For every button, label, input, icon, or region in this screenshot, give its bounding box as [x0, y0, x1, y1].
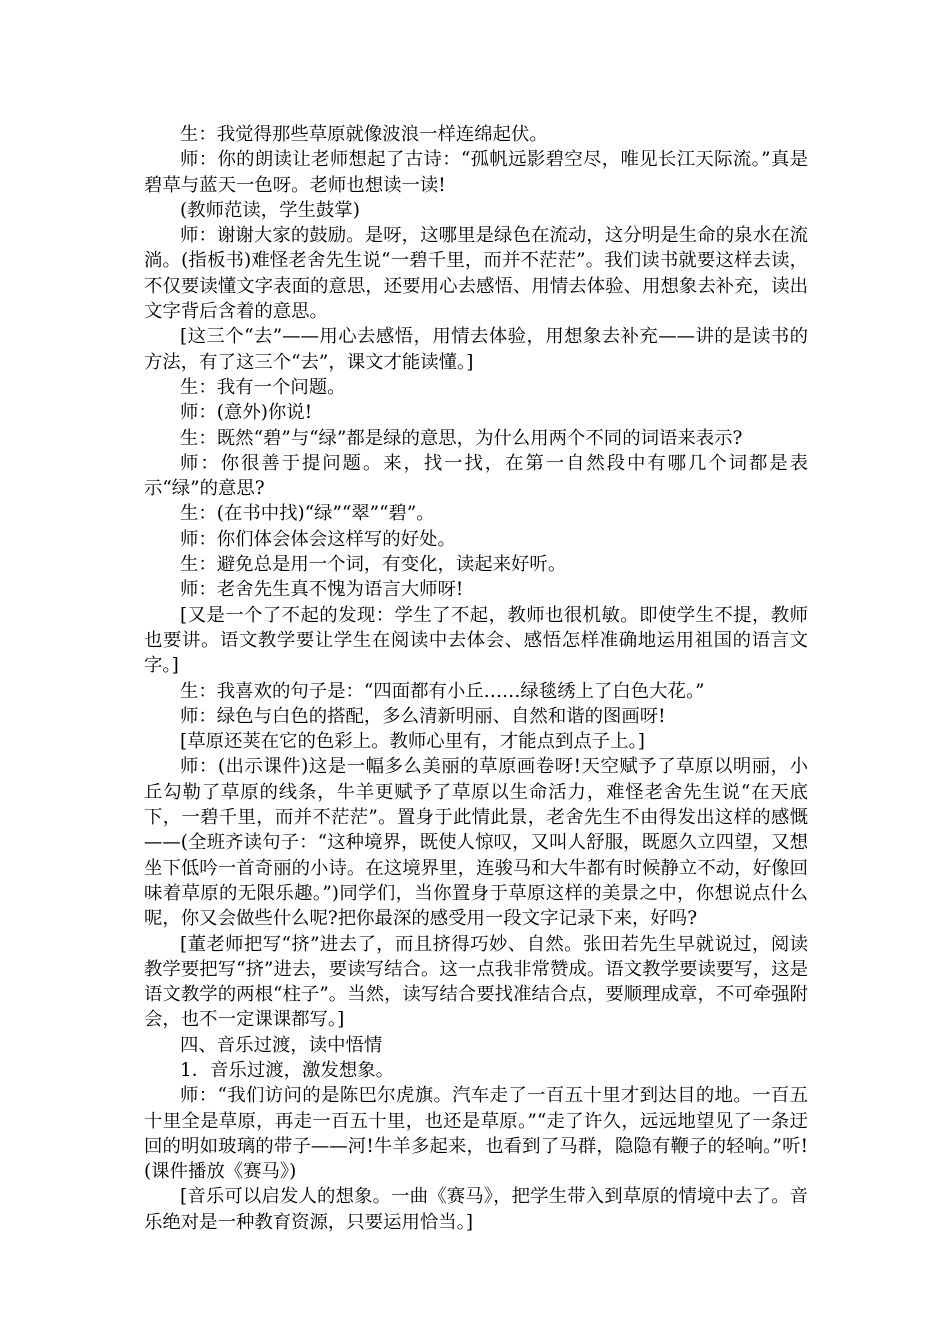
paragraph: 师：你的朗读让老师想起了古诗：“孤帆远影碧空尽，唯见长江天际流。”真是碧草与蓝天一色呀。老师也想读一读! — [144, 149, 808, 196]
paragraph: (教师范读，学生鼓掌) — [180, 199, 360, 221]
paragraph: 师：(意外)你说! — [180, 402, 313, 424]
paragraph: 师：老舍先生真不愧为语言大师呀! — [180, 579, 464, 601]
paragraph: 师：(出示课件)这是一幅多么美丽的草原画卷呀!天空赋予了草原以明丽，小丘勾勒了草原的线条，牛羊更赋予了草原以生命活力，难怪老舍先生说“在天底下，一碧千里，而并不茫茫”。置身于此情此景，老舍先生不由得发出这样的感慨——(全班齐读句子：“这种境界，既使人惊叹，又叫人舒服，既愿久立四望，又想坐下低吟一首奇丽的小诗。在这境界里，连骏马和大牛都有时候静立不动，好像回味着草原的无限乐趣。”)同学们，当你置身于草原这样的美景之中，你想说点什么呢，你又会做些什么呢?把你最深的感受用一段文字记录下来，好吗? — [144, 756, 808, 930]
paragraph: 生：避免总是用一个词，有变化，读起来好听。 — [180, 554, 567, 576]
paragraph: 师：绿色与白色的搭配，多么清新明丽、自然和谐的图画呀! — [180, 705, 666, 727]
paragraph: 师：你很善于提问题。来，找一找，在第一自然段中有哪几个词都是表示“绿”的意思? — [144, 452, 808, 500]
document-body — [144, 122, 808, 1235]
paragraph: 生：我觉得那些草原就像波浪一样连绵起伏。 — [180, 124, 548, 145]
commentary-paragraph: [又是一个了不起的发现：学生了不起，教师也很机敏。即使学生不提，教师也要讲。语文教学要让学生在阅读中去体会、感悟怎样准确地运用祖国的语言文字。] — [144, 604, 808, 677]
paragraph: 师：谢谢大家的鼓励。是呀，这哪里是绿色在流动，这分明是生命的泉水在流淌。(指板书)难怪老舍先生说“一碧千里，而并不茫茫”。我们读书就要这样去读，不仅要读懂文字表面的意思，还要用心去感悟、用情去体验、用想象去补充，读出文字背后含着的意思。 — [144, 225, 808, 323]
subsection-heading: 1．音乐过渡，激发想象。 — [180, 1059, 394, 1081]
paragraph: 师：你们体会体会这样写的好处。 — [180, 528, 456, 550]
commentary-paragraph: [草原还荚在它的色彩上。教师心里有，才能点到点子上。] — [180, 731, 645, 753]
paragraph: 生：我喜欢的句子是：“四面都有小丘……绿毯绣上了白色大花。” — [180, 680, 705, 702]
paragraph: 生：我有一个问题。 — [180, 376, 346, 398]
paragraph: 师：“我们访问的是陈巴尔虎旗。汽车走了一百五十里才到达目的地。一百五十里全是草原，再走一百五十里，也还是草原。”“走了许久，远远地望见了一条迂回的明如玻璃的带子——河!牛羊多起来，也看到了马群，隐隐有鞭子的轻响。”听!(课件播放《赛马》) — [144, 1085, 808, 1183]
commentary-paragraph: [这三个“去”——用心去感悟，用情去体验，用想象去补充——讲的是读书的方法，有了这三个“去”，课文才能读懂。] — [144, 326, 808, 373]
paragraph: 生：既然“碧”与“绿”都是绿的意思，为什么用两个不同的词语来表示? — [180, 427, 743, 449]
paragraph: 生：(在书中找)“绿”“翠”“碧”。 — [180, 503, 435, 525]
commentary-paragraph: [音乐可以启发人的想象。一曲《赛马》，把学生带入到草原的情境中去了。音乐绝对是一种教育资源，只要运用恰当。] — [144, 1186, 808, 1233]
section-heading: 四、音乐过渡，读中悟情 — [180, 1034, 383, 1056]
commentary-paragraph: [董老师把写“挤”进去了，而且挤得巧妙、自然。张田若先生早就说过，阅读教学要把写“挤”进去，要读写结合。这一点我非常赞成。语文教学要读要写，这是语文教学的两根“柱子”。当然，读写结合要找准结合点，要顺理成章，不可牵强附会，也不一定课课都写。] — [144, 933, 808, 1031]
